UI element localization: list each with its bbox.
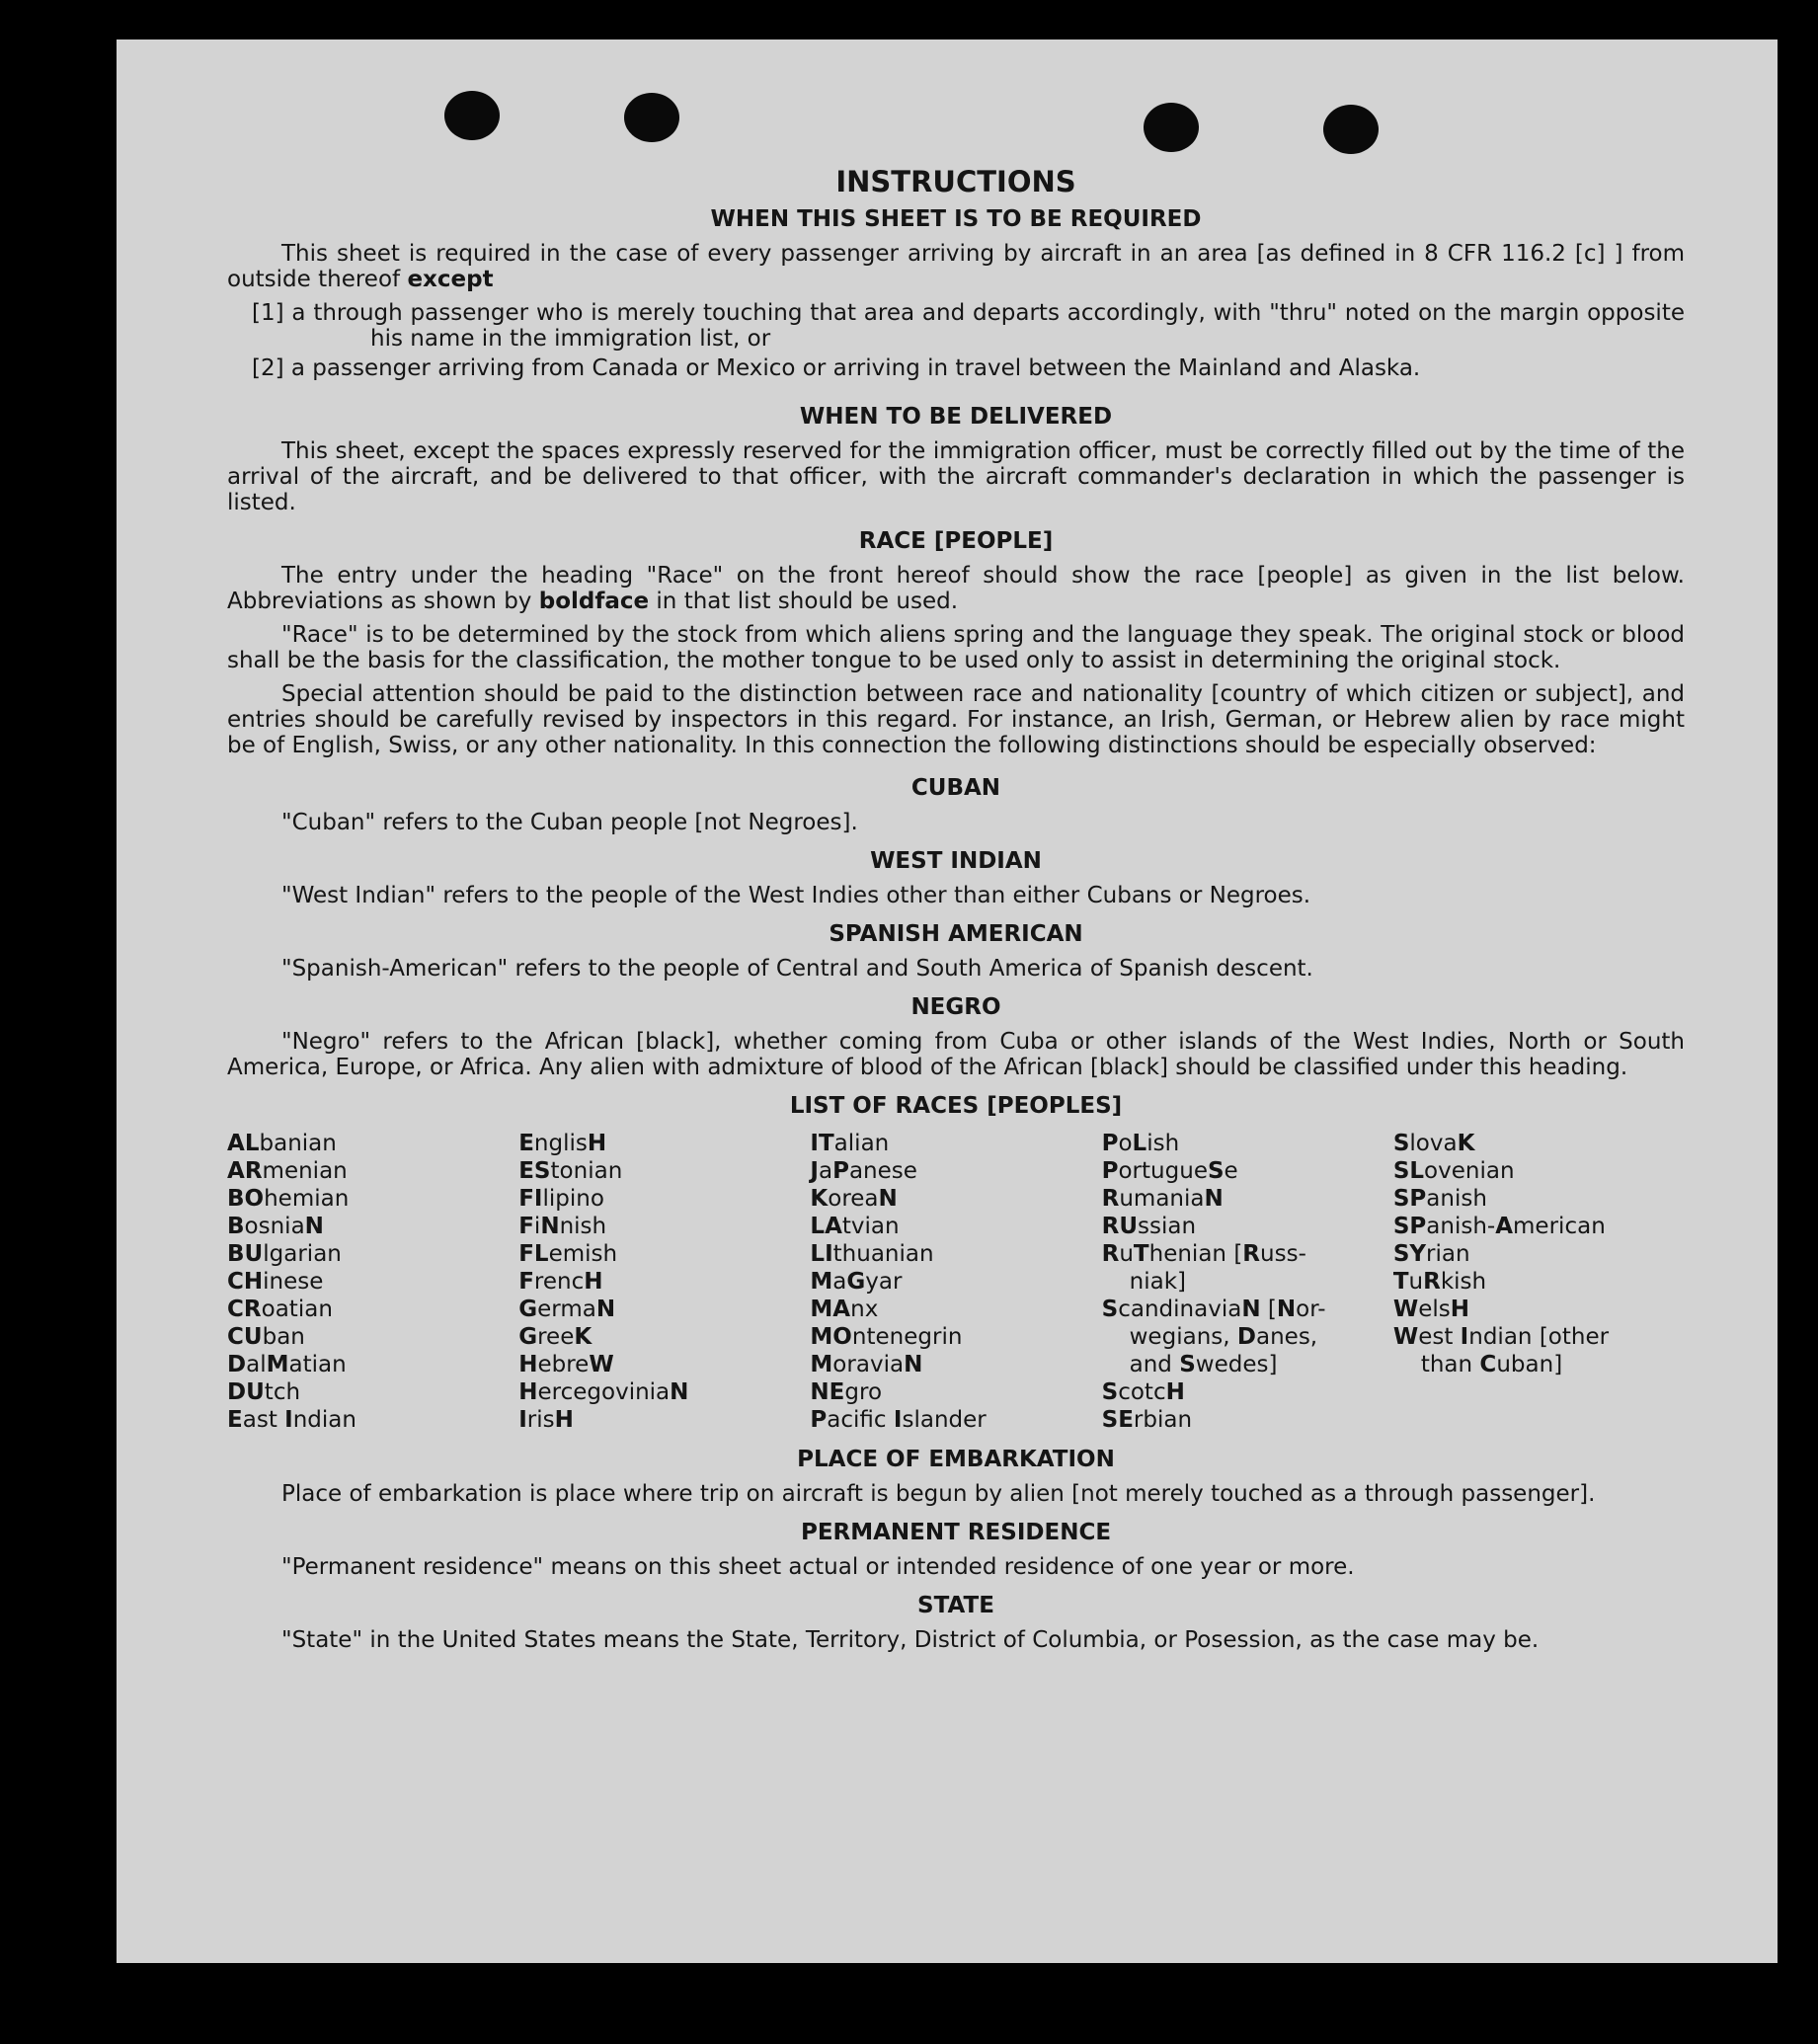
paragraph-cuban: "Cuban" refers to the Cuban people [not Negroes]. (281, 810, 858, 835)
paragraph-permanent-residence: "Permanent residence" means on this sheet actual or intended residence of one year or more. (281, 1554, 1355, 1580)
list-item-exception-1: [1] a through passenger who is merely touching that area and departs accordingly, with "thru" noted on the margin opposite his name in the immigration list, or (252, 300, 1685, 352)
punch-hole (1323, 105, 1379, 154)
paragraph-spanish-american: "Spanish-American" refers to the people of Central and South America of Spanish descent. (281, 956, 1313, 982)
paragraph-race-3: Special attention should be paid to the distinction between race and nationality [country of which citizen or subject], and entries should be carefully revised by inspectors in this regard. For instance, an Irish, German, or Hebrew alien by race might be of English, Swiss, or any other nationality. In this connection the following distinctions should be especially observed: (227, 681, 1685, 758)
race-list-item: HercegoviniaN (518, 1379, 689, 1405)
race-list-item: East Indian (227, 1407, 356, 1433)
race-list-item: SLovenian (1392, 1158, 1515, 1184)
race-list-item: MaGyar (810, 1269, 903, 1295)
document-page (117, 39, 1778, 1963)
race-column (1393, 1130, 1685, 1434)
paragraph-west-indian: "West Indian" refers to the people of the West Indies other than either Cubans or Negroes. (281, 883, 1311, 908)
race-list-item: IrisH (518, 1407, 574, 1433)
race-list-item: ScotcH (1101, 1379, 1185, 1405)
race-list-item: FiNnish (518, 1214, 607, 1239)
race-list-item: SErbian (1101, 1407, 1193, 1433)
race-list-item: HebreW (518, 1352, 614, 1377)
race-list-item: BOhemian (227, 1186, 350, 1212)
heading-permanent-residence: PERMANENT RESIDENCE (800, 1520, 1112, 1545)
paragraph-when-required: This sheet is required in the case of every passenger arriving by aircraft in an area [as defined in 8 CFR 116.2 [c] ] from outside thereof except (227, 241, 1685, 292)
instructions-text (227, 164, 1685, 1661)
punch-hole (1144, 103, 1199, 152)
race-list-item: CRoatian (227, 1297, 333, 1322)
race-column (810, 1130, 1101, 1434)
race-list-item: ITalian (810, 1131, 890, 1156)
list-item-exception-2: [2] a passenger arriving from Canada or Mexico or arriving in travel between the Mainland and Alaska. (252, 355, 1421, 381)
race-list-item: TuRkish (1392, 1269, 1487, 1295)
race-list-item: BUlgarian (227, 1241, 342, 1267)
paragraph-race-2: "Race" is to be determined by the stock from which aliens spring and the language they speak. The original stock or blood shall be the basis for the classification, the mother tongue to be used only to assist in determining the original stock. (227, 622, 1685, 673)
race-list (227, 1130, 1685, 1434)
race-list-item: EnglisH (518, 1131, 607, 1156)
race-list-item: MoraviaN (810, 1352, 923, 1377)
race-list-item: FLemish (518, 1241, 618, 1267)
race-list-item: CHinese (227, 1269, 324, 1295)
page-title: INSTRUCTIONS (835, 165, 1076, 198)
race-list-item: RUssian (1101, 1214, 1197, 1239)
race-list-item: and Swedes] (1129, 1352, 1278, 1377)
heading-when-delivered: WHEN TO BE DELIVERED (799, 404, 1113, 430)
race-list-item: than Cuban] (1420, 1352, 1563, 1377)
heading-embarkation: PLACE OF EMBARKATION (797, 1447, 1115, 1472)
heading-when-required: WHEN THIS SHEET IS TO BE REQUIRED (710, 206, 1202, 232)
paragraph-state: "State" in the United States means the State, Territory, District of Columbia, or Posession, as the case may be. (281, 1627, 1540, 1653)
race-list-item: BosniaN (227, 1214, 324, 1239)
race-list-item: wegians, Danes, (1129, 1324, 1318, 1350)
race-list-item: West Indian [other (1392, 1324, 1610, 1350)
race-list-item: ARmenian (227, 1158, 348, 1184)
race-list-item: WelsH (1392, 1297, 1469, 1322)
race-list-item: MOntenegrin (810, 1324, 963, 1350)
punch-hole (624, 93, 679, 142)
race-list-item: PoLish (1101, 1131, 1180, 1156)
race-list-item: DUtch (227, 1379, 301, 1405)
race-list-item: SPanish (1392, 1186, 1487, 1212)
race-list-item: DalMatian (227, 1352, 347, 1377)
race-list-item: SYrian (1392, 1241, 1470, 1267)
race-list-item: LIthuanian (810, 1241, 934, 1267)
punch-hole (444, 91, 500, 140)
race-list-item: FrencH (518, 1269, 603, 1295)
race-list-item: EStonian (518, 1158, 623, 1184)
paragraph-race-1: The entry under the heading "Race" on the front hereof should show the race [people] as given in the list below. Abbreviations as shown by boldface in that list should be used. (227, 563, 1685, 614)
race-list-item: SlovaK (1392, 1131, 1475, 1156)
race-list-item: KoreaN (810, 1186, 898, 1212)
race-list-item: GermaN (518, 1297, 616, 1322)
heading-west-indian: WEST INDIAN (870, 848, 1042, 874)
heading-spanish-american: SPANISH AMERICAN (829, 921, 1083, 947)
race-list-item: JaPanese (810, 1158, 917, 1184)
race-column (1102, 1130, 1393, 1434)
race-list-item: ScandinaviaN [Nor- (1101, 1297, 1326, 1322)
paragraph-when-delivered: This sheet, except the spaces expressly reserved for the immigration officer, must be correctly filled out by the time of the arrival of the aircraft, and be delivered to that officer, with the aircraft commander's declaration in which the passenger is listed. (227, 438, 1685, 515)
race-list-item: FIlipino (518, 1186, 604, 1212)
race-list-item: CUban (227, 1324, 305, 1350)
race-list-item: RuThenian [Russ- (1101, 1241, 1306, 1267)
heading-state: STATE (917, 1593, 994, 1618)
race-list-item: ALbanian (227, 1131, 337, 1156)
race-list-item: SPanish-American (1392, 1214, 1606, 1239)
race-column (227, 1130, 518, 1434)
race-list-item: Pacifc Islander (810, 1407, 987, 1433)
race-list-item: RumaniaN (1101, 1186, 1224, 1212)
paragraph-negro: "Negro" refers to the African [black], whether coming from Cuba or other islands of the West Indies, North or South America, Europe, or Africa. Any alien with admixture of blood of the African [black] should be classified under this heading. (227, 1029, 1685, 1080)
heading-negro: NEGRO (910, 994, 1001, 1020)
race-list-item: LAtvian (810, 1214, 900, 1239)
paragraph-embarkation: Place of embarkation is place where trip on aircraft is begun by alien [not merely touched as a through passenger]. (281, 1481, 1596, 1507)
race-list-item: NEgro (810, 1379, 883, 1405)
race-list-item: GreeK (518, 1324, 593, 1350)
race-list-item: niak] (1129, 1269, 1186, 1295)
race-column (518, 1130, 810, 1434)
heading-list-of-races: LIST OF RACES [PEOPLES] (789, 1093, 1123, 1119)
race-list-item: MAnx (810, 1297, 879, 1322)
heading-race: RACE [PEOPLE] (858, 528, 1054, 554)
race-list-item: PortugueSe (1101, 1158, 1238, 1184)
heading-cuban: CUBAN (910, 775, 1001, 801)
